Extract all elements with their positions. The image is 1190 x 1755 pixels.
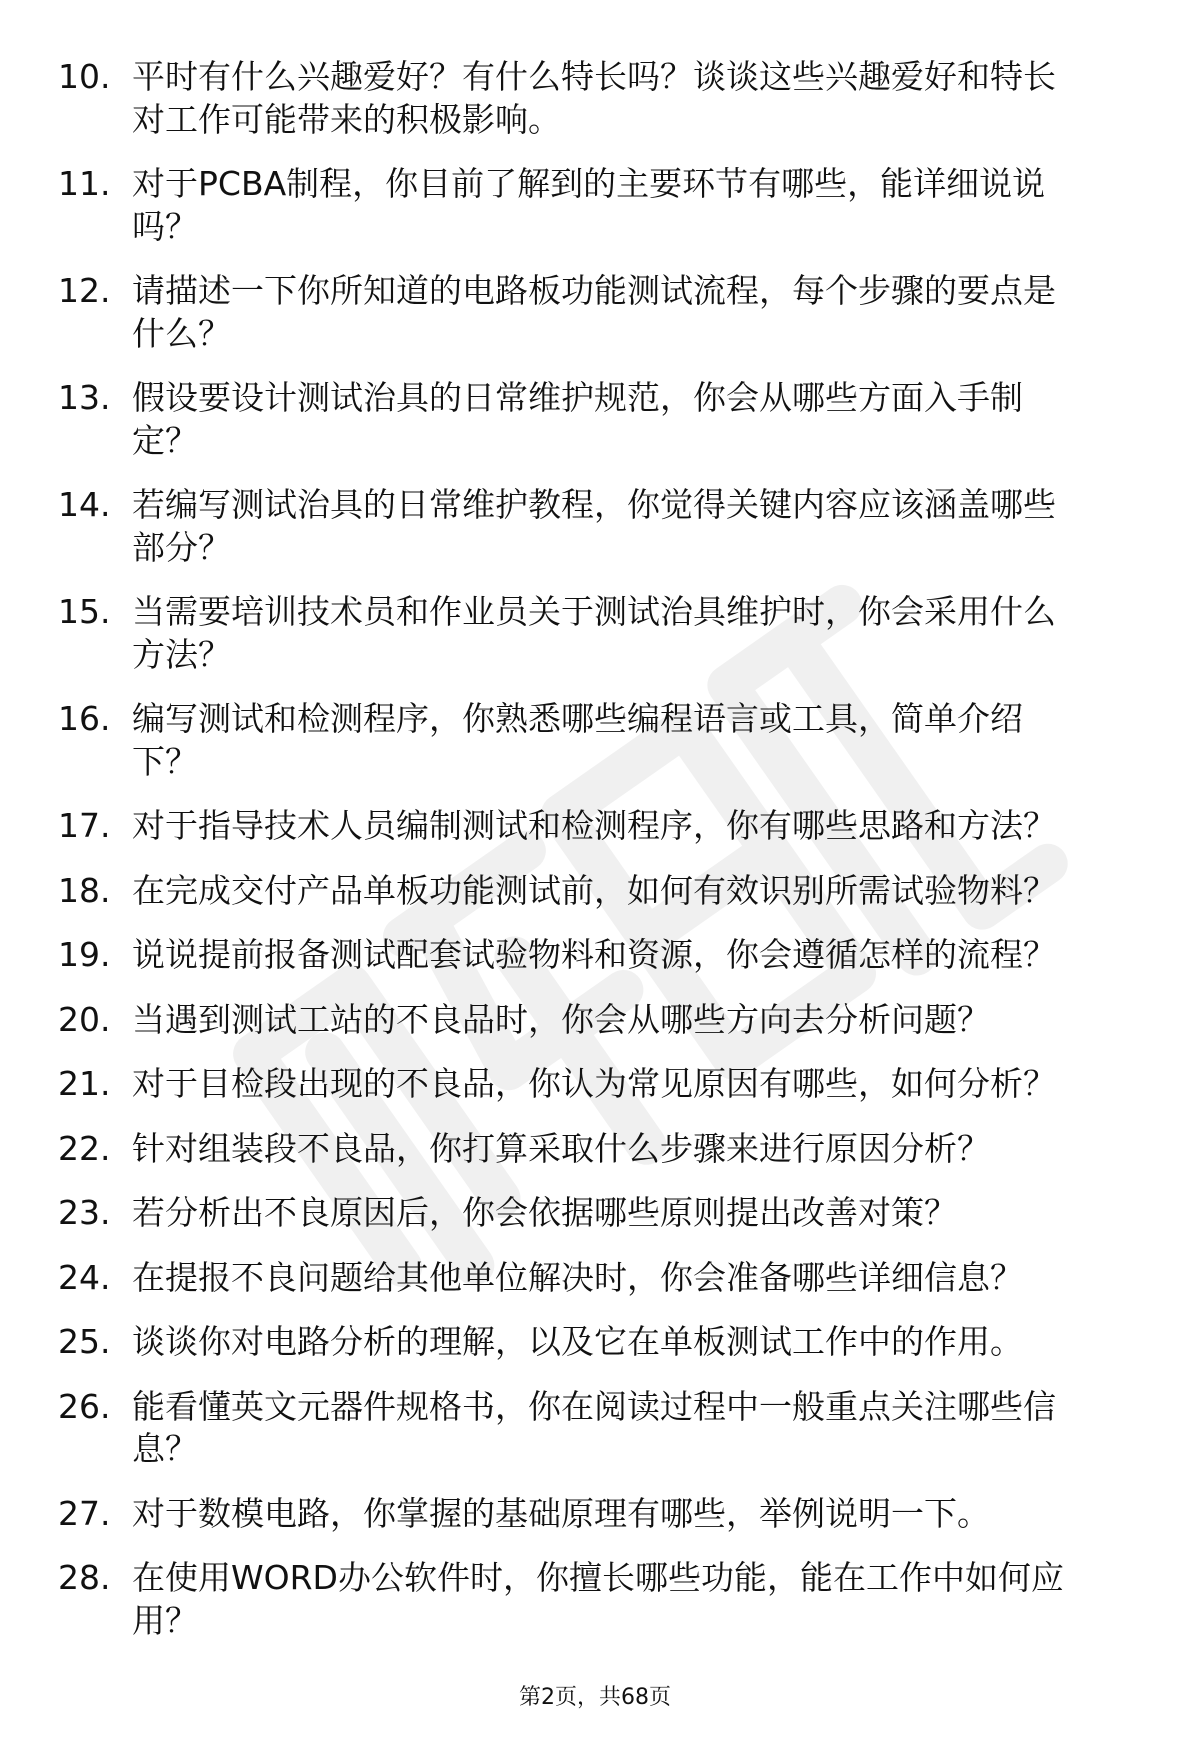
- question-number: 27.: [58, 1493, 111, 1533]
- question-item: [0, 270, 1190, 355]
- question-number: 20.: [58, 999, 111, 1039]
- question-text-line: 下？: [132, 741, 198, 781]
- question-item: [0, 870, 1190, 913]
- question-text: [132, 1386, 1150, 1471]
- question-item: [0, 1257, 1190, 1300]
- question-text: [132, 484, 1150, 569]
- question-text-line: 对于目检段出现的不良品，你认为常见原因有哪些，如何分析？: [132, 1064, 1056, 1103]
- question-text: [132, 377, 1150, 462]
- question-text-line: 息？: [132, 1429, 198, 1468]
- question-text: [132, 1493, 1150, 1536]
- question-number: 19.: [58, 935, 111, 974]
- question-text-line: 请描述一下你所知道的电路板功能测试流程，每个步骤的要点是: [132, 271, 1056, 310]
- question-item: [0, 56, 1190, 141]
- question-number: 18.: [58, 870, 111, 910]
- question-number: 24.: [58, 1257, 111, 1297]
- question-text: [132, 1557, 1150, 1642]
- question-number: 17.: [58, 806, 111, 845]
- question-number: 23.: [58, 1193, 111, 1232]
- question-item: [0, 484, 1190, 569]
- question-text: [132, 999, 1150, 1042]
- question-text: [132, 163, 1150, 248]
- question-text: [132, 591, 1150, 676]
- question-item: [0, 1128, 1190, 1171]
- question-number: 12.: [58, 271, 111, 310]
- question-text-line: 在完成交付产品单板功能测试前，如何有效识别所需试验物料？: [132, 870, 1056, 910]
- question-text-line: 部分？: [132, 527, 231, 567]
- question-text-line: 针对组装段不良品，你打算采取什么步骤来进行原因分析？: [132, 1128, 990, 1168]
- question-text: [132, 270, 1150, 355]
- question-text-line: 谈谈你对电路分析的理解，以及它在单板测试工作中的作用。: [132, 1322, 1023, 1361]
- question-item: [0, 591, 1190, 676]
- question-text-line: 假设要设计测试治具的日常维护规范，你会从哪些方面入手制: [132, 378, 1023, 417]
- question-item: [0, 1192, 1190, 1235]
- question-text-line: 吗？: [132, 206, 198, 246]
- question-text-line: 当遇到测试工站的不良品时，你会从哪些方向去分析问题？: [132, 999, 990, 1039]
- question-text-line: 能看懂英文元器件规格书，你在阅读过程中一般重点关注哪些信: [132, 1386, 1056, 1426]
- question-item: [0, 999, 1190, 1042]
- question-text: [132, 1321, 1150, 1364]
- question-number: 14.: [58, 485, 111, 524]
- question-text-line: 定？: [132, 420, 198, 460]
- question-number: 26.: [58, 1386, 111, 1426]
- question-item: [0, 934, 1190, 977]
- question-text: [132, 870, 1150, 913]
- question-item: [0, 1557, 1190, 1642]
- question-number: 21.: [58, 1064, 111, 1103]
- question-text-line: 平时有什么兴趣爱好？有什么特长吗？谈谈这些兴趣爱好和特长: [132, 57, 1056, 96]
- question-number: 11.: [58, 164, 111, 203]
- question-item: [0, 805, 1190, 848]
- question-number: 16.: [58, 699, 111, 738]
- question-number: 13.: [58, 378, 111, 417]
- page-number-label: 第2页，共68页: [519, 1685, 671, 1710]
- question-number: 10.: [58, 57, 111, 96]
- question-text: [132, 698, 1150, 783]
- question-text: [132, 1192, 1150, 1235]
- question-text: [132, 805, 1150, 848]
- question-text-line: 当需要培训技术员和作业员关于测试治具维护时，你会采用什么: [132, 592, 1056, 631]
- question-text: [132, 1063, 1150, 1106]
- question-text-line: 对工作可能带来的积极影响。: [132, 99, 561, 139]
- question-text-line: 什么？: [132, 313, 231, 353]
- question-text-line: 说说提前报备测试配套试验物料和资源，你会遵循怎样的流程？: [132, 935, 1056, 974]
- question-text-line: 在使用WORD办公软件时，你擅长哪些功能，能在工作中如何应: [132, 1558, 1064, 1597]
- question-text-line: 编写测试和检测程序，你熟悉哪些编程语言或工具，简单介绍: [132, 699, 1023, 738]
- question-text-line: 对于PCBA制程，你目前了解到的主要环节有哪些，能详细说说: [132, 164, 1046, 203]
- question-text: [132, 56, 1150, 141]
- question-item: [0, 1321, 1190, 1364]
- question-text-line: 在提报不良问题给其他单位解决时，你会准备哪些详细信息？: [132, 1257, 1023, 1297]
- question-text-line: 方法？: [132, 634, 231, 674]
- question-list: [0, 56, 1190, 1664]
- question-item: [0, 1386, 1190, 1471]
- page-footer: [0, 1683, 1190, 1713]
- question-item: [0, 1063, 1190, 1106]
- question-text: [132, 1257, 1150, 1300]
- question-item: [0, 1493, 1190, 1536]
- question-item: [0, 163, 1190, 248]
- question-text: [132, 1128, 1150, 1171]
- question-text-line: 对于指导技术人员编制测试和检测程序，你有哪些思路和方法？: [132, 806, 1056, 845]
- question-text-line: 若编写测试治具的日常维护教程，你觉得关键内容应该涵盖哪些: [132, 485, 1056, 524]
- question-number: 25.: [58, 1322, 111, 1361]
- question-number: 22.: [58, 1128, 111, 1168]
- question-text: [132, 934, 1150, 977]
- question-item: [0, 377, 1190, 462]
- question-text-line: 用？: [132, 1600, 198, 1640]
- question-number: 15.: [58, 592, 111, 631]
- question-text-line: 对于数模电路，你掌握的基础原理有哪些，举例说明一下。: [132, 1493, 990, 1533]
- question-text-line: 若分析出不良原因后，你会依据哪些原则提出改善对策？: [132, 1193, 957, 1232]
- question-number: 28.: [58, 1558, 111, 1597]
- question-item: [0, 698, 1190, 783]
